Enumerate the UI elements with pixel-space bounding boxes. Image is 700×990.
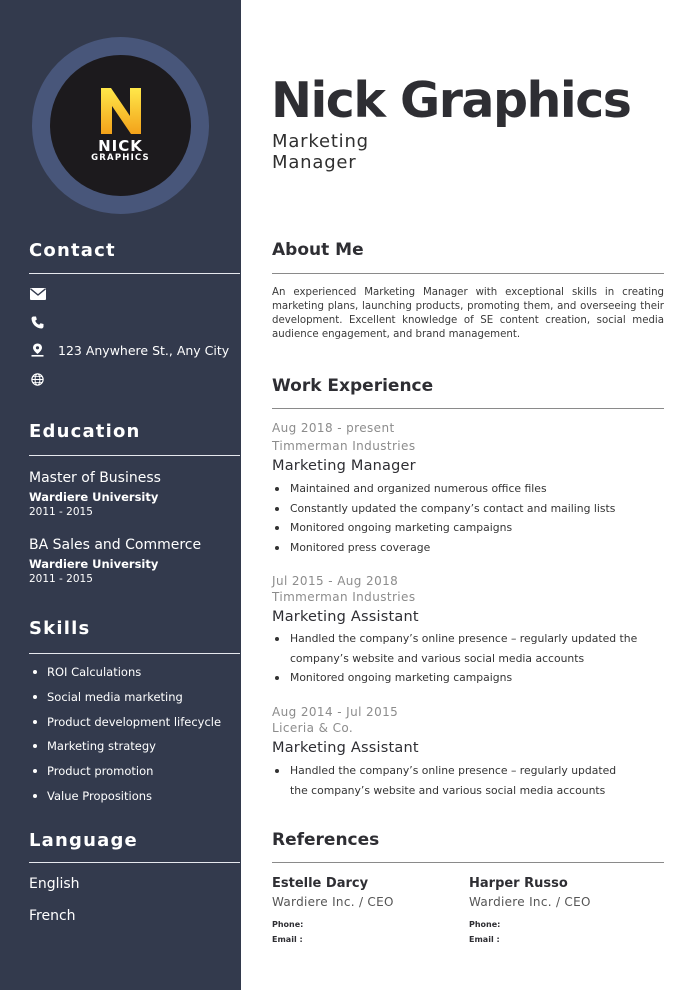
skills-divider (29, 653, 240, 654)
job-bullet: Monitored press coverage (290, 538, 615, 558)
job-company: Liceria & Co. (272, 721, 354, 735)
contact-divider (29, 273, 240, 274)
skill-item: Marketing strategy (33, 739, 156, 753)
contact-website-row (29, 370, 58, 388)
job-title: Marketing Manager (272, 458, 416, 474)
job-bullet: Maintained and organized numerous office files (290, 479, 615, 499)
language-item: English (29, 876, 80, 892)
education-school: Wardiere University (29, 490, 159, 504)
reference-name: Estelle Darcy (272, 876, 369, 891)
skill-item: Product promotion (33, 764, 153, 778)
phone-icon (29, 315, 46, 329)
work-divider (272, 408, 664, 409)
contact-address-row (29, 341, 229, 359)
job-date: Aug 2014 - Jul 2015 (272, 705, 399, 719)
job-title: Marketing Assistant (272, 740, 419, 756)
globe-icon (29, 372, 46, 386)
education-heading: Education (29, 421, 141, 442)
logo-word-graphics: GRAPHICS (91, 153, 150, 163)
contact-email-row (29, 285, 58, 303)
references-heading: References (272, 830, 380, 850)
job-bullet: Handled the company’s online presence – regularly updated (290, 761, 616, 781)
job-bullet-list (290, 761, 616, 800)
resume-name: Nick Graphics (271, 72, 631, 129)
skill-item: ROI Calculations (33, 665, 141, 679)
contact-address-text: 123 Anywhere St., Any City (58, 342, 230, 358)
reference-role: Wardiere Inc. / CEO (272, 895, 394, 909)
education-school: Wardiere University (29, 557, 159, 571)
job-date: Jul 2015 - Aug 2018 (272, 574, 399, 588)
contact-heading: Contact (29, 240, 116, 261)
reference-email-label: Email : (469, 935, 500, 944)
about-text: An experienced Marketing Manager with exceptional skills in creating marketing plans, launching products, promoting them, and overseeing their development. Excellent knowledge of SE content creation, social media audience engagement, and brand management. (272, 287, 664, 340)
contact-phone-row (29, 313, 58, 331)
job-bullet: Handled the company’s online presence – regularly updated the (290, 629, 637, 649)
logo-word-nick: NICK (98, 137, 143, 155)
about-divider (272, 273, 664, 274)
job-bullet-list (290, 629, 637, 688)
language-item: French (29, 908, 76, 924)
job-bullet: Monitored ongoing marketing campaigns (290, 668, 637, 688)
reference-role: Wardiere Inc. / CEO (469, 895, 591, 909)
skill-item: Value Propositions (33, 789, 152, 803)
about-heading: About Me (272, 240, 364, 260)
job-bullet-continuation: company’s website and various social media accounts (290, 651, 585, 665)
education-degree: BA Sales and Commerce (29, 537, 202, 553)
education-degree: Master of Business (29, 470, 161, 486)
education-divider (29, 455, 240, 456)
job-bullet: Monitored ongoing marketing campaigns (290, 518, 615, 538)
language-heading: Language (29, 830, 138, 851)
education-years: 2011 - 2015 (29, 506, 93, 518)
job-bullet: Constantly updated the company’s contact and mailing lists (290, 499, 615, 519)
job-bullet-continuation: the company’s website and various social media accounts (290, 783, 606, 797)
references-divider (272, 862, 664, 863)
skill-item: Product development lifecycle (33, 715, 221, 729)
reference-phone-label: Phone: (272, 920, 304, 929)
reference-phone-label: Phone: (469, 920, 501, 929)
job-title: Marketing Assistant (272, 609, 419, 625)
skills-heading: Skills (29, 618, 91, 639)
reference-name: Harper Russo (469, 876, 568, 891)
job-bullet-list (290, 479, 615, 557)
job-date: Aug 2018 - present (272, 421, 395, 435)
envelope-icon (29, 287, 46, 301)
language-divider (29, 862, 240, 863)
resume-role-line: Manager (272, 152, 357, 173)
location-pin-icon (29, 343, 46, 357)
education-years: 2011 - 2015 (29, 573, 93, 585)
resume-role (272, 131, 432, 173)
resume-role-line: Marketing (272, 131, 369, 152)
job-company: Timmerman Industries (272, 590, 416, 604)
work-heading: Work Experience (272, 376, 434, 396)
sidebar (0, 0, 241, 990)
skill-item: Social media marketing (33, 690, 183, 704)
logo-letter-n-icon (99, 88, 143, 134)
job-company: Timmerman Industries (272, 439, 416, 453)
reference-email-label: Email : (272, 935, 303, 944)
